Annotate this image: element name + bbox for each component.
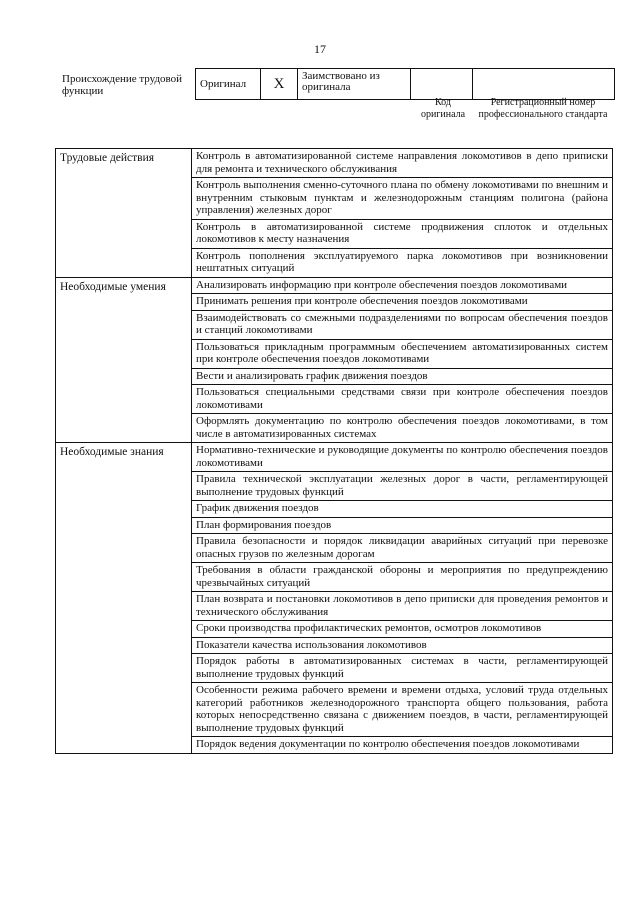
section-title: Необходимые умения [56,277,192,443]
original-label: Оригинал [196,69,261,100]
section-item: План возврата и постановки локомотивов в депо приписки для проведения ремонтов и технического обслуживания [192,592,613,621]
section-item: Нормативно-технические и руководящие документы по контролю обеспечения поездов локомотивами [192,443,613,472]
section-item: Показатели качества использования локомотивов [192,637,613,654]
section-item: Особенности режима рабочего времени и времени отдыха, условий труда отдельных категорий работников железнодорожного транспорта общего пользования, работа которых непосредственно связана с движением поездов, в части, регламентирующей выполнение трудовых функций [192,683,613,737]
section-item: План формирования поездов [192,517,613,534]
table-row [56,149,613,178]
origin-table [195,68,615,100]
section-title: Необходимые знания [56,443,192,754]
original-mark: X [261,69,298,100]
section-item: Порядок работы в автоматизированных системах в части, регламентирующей выполнение трудовых функций [192,654,613,683]
section-item: Контроль в автоматизированной системе продвижения сплоток и отдельных локомотивов к месту назначения [192,219,613,248]
table-row [56,277,613,294]
section-item: Взаимодействовать со смежными подразделениями по вопросам обеспечения поездов и станций локомотивами [192,310,613,339]
registration-caption: Регистрационный номер профессионального стандарта [478,97,608,120]
code-caption: Код оригинала [420,97,466,120]
table-row [56,443,613,472]
original-code-cell [411,69,473,100]
section-item: Оформлять документацию по контролю обеспечения поездов локомотивами, в том числе в автоматизированных системах [192,414,613,443]
origin-label: Происхождение трудовой функции [62,73,183,97]
section-item: Порядок ведения документации по контролю обеспечения поездов локомотивами [192,737,613,754]
labor-function-table [55,148,613,754]
section-item: Правила безопасности и порядок ликвидации аварийных ситуаций при перевозке опасных грузов по железным дорогам [192,534,613,563]
section-item: Принимать решения при контроле обеспечения поездов локомотивами [192,294,613,311]
borrowed-label: Заимствовано из оригинала [298,69,411,100]
section-item: Требования в области гражданской обороны и мероприятия по предупреждению чрезвычайных ситуаций [192,563,613,592]
section-item: Правила технической эксплуатации железных дорог в части, регламентирующей выполнение трудовых функций [192,472,613,501]
registration-number-cell [473,69,615,100]
section-title: Трудовые действия [56,149,192,278]
page-number: 17 [314,42,326,56]
section-item: Пользоваться прикладным программным обеспечением автоматизированных систем при контроле обеспечения поездов локомотивами [192,339,613,368]
section-item: Контроль в автоматизированной системе направления локомотивов в депо приписки для ремонта и технического обслуживания [192,149,613,178]
section-item: Контроль пополнения эксплуатируемого парка локомотивов при возникновении нештатных ситуаций [192,248,613,277]
section-item: Контроль выполнения сменно-суточного плана по обмену локомотивами по внешним и внутренним стыковым пунктам и железнодорожным станциям полигона (района управления) железных дорог [192,178,613,220]
section-item: Пользоваться специальными средствами связи при контроле обеспечения поездов локомотивами [192,385,613,414]
section-item: Вести и анализировать график движения поездов [192,368,613,385]
section-item: Сроки производства профилактических ремонтов, осмотров локомотивов [192,621,613,638]
section-item: Анализировать информацию при контроле обеспечения поездов локомотивами [192,277,613,294]
section-item: График движения поездов [192,501,613,518]
